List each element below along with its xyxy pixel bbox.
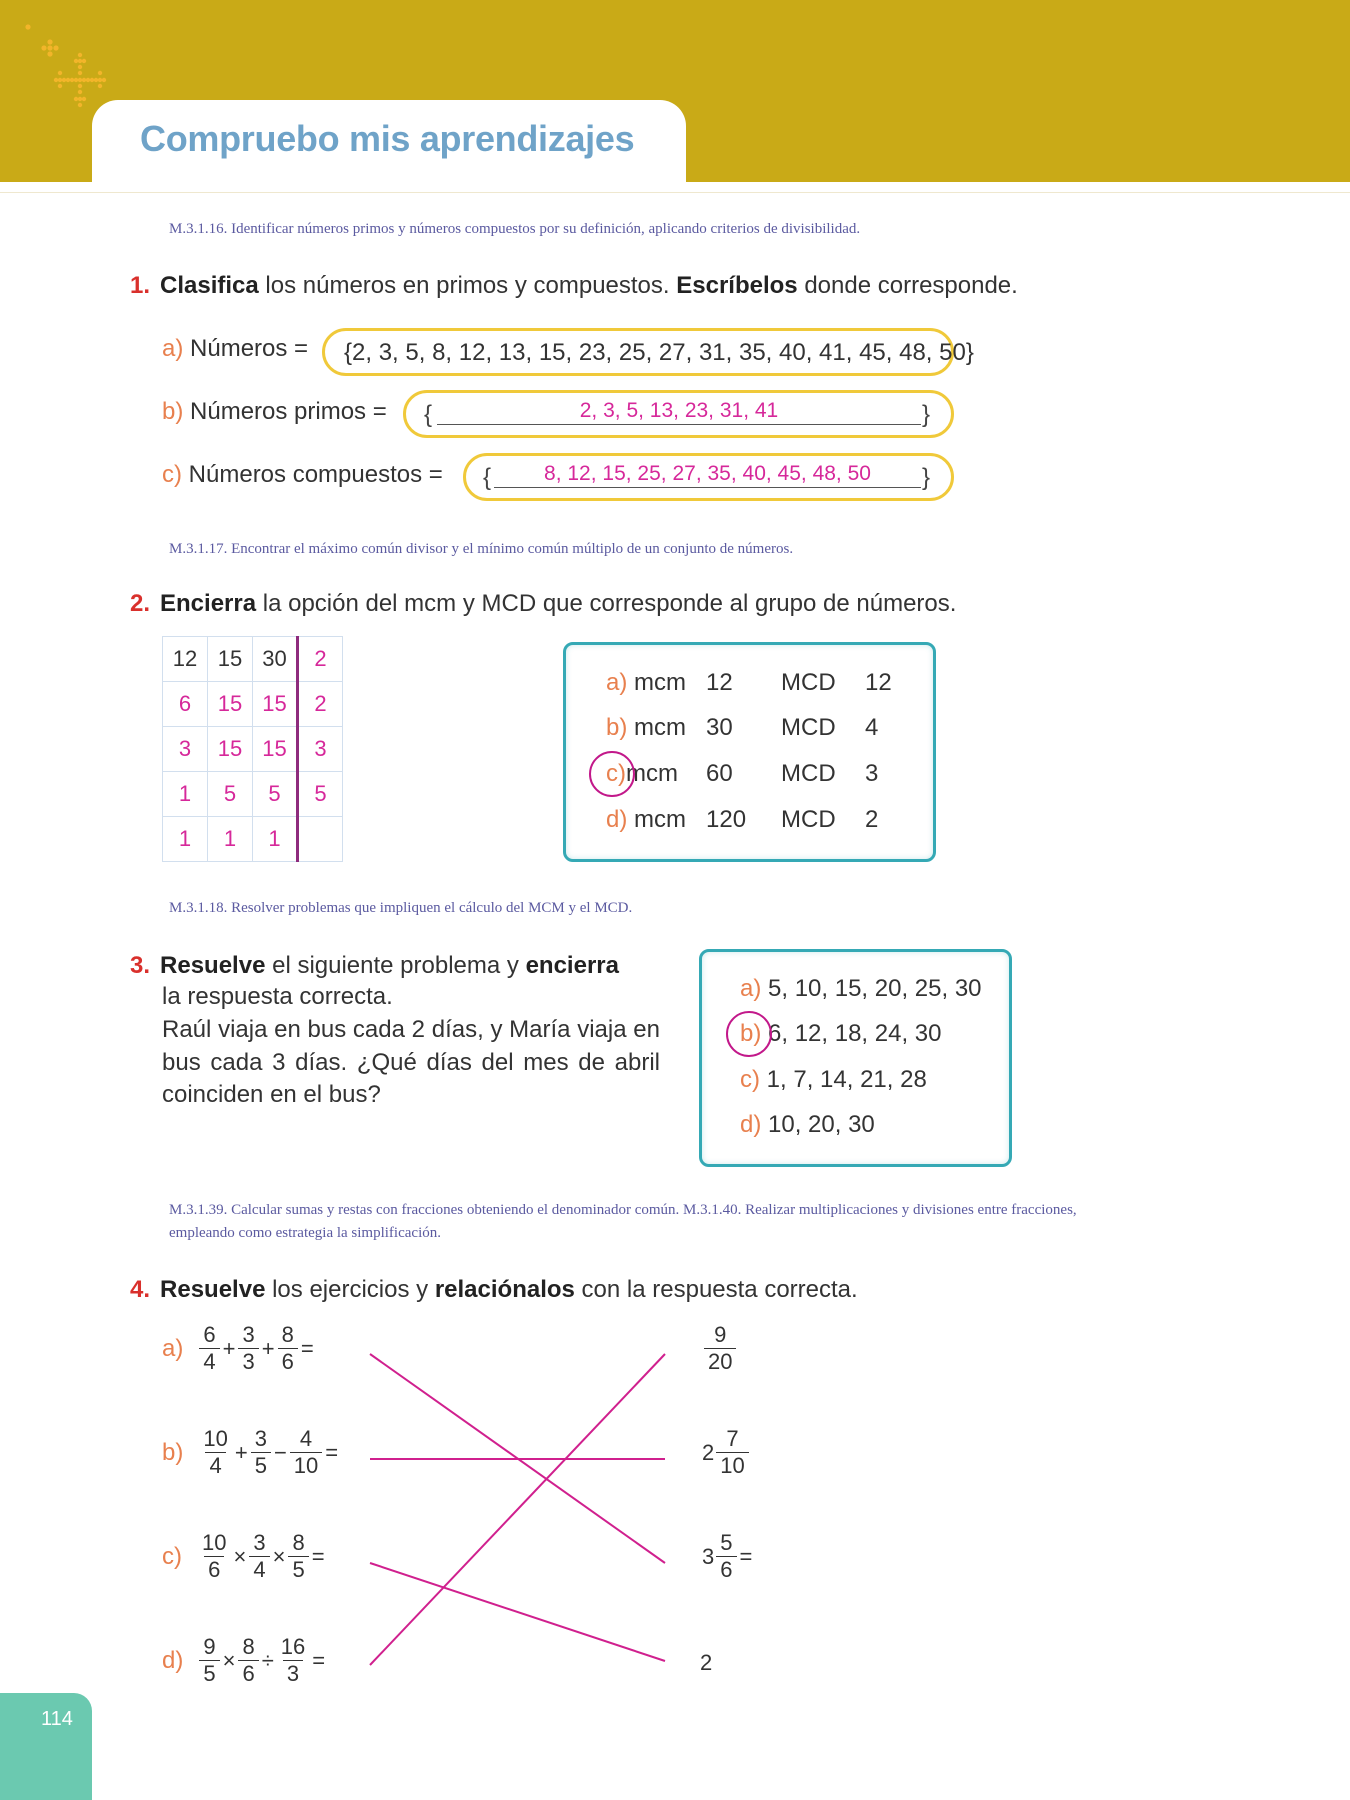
option-c[interactable]: c) 1, 7, 14, 21, 28 — [740, 1066, 927, 1093]
page-title: Compruebo mis aprendizajes — [140, 118, 635, 159]
grid-row: 1 1 1 — [163, 817, 343, 862]
option-c[interactable]: c)mcm — [606, 760, 678, 787]
answer-3-5-6: 3 $\frac{5}{6}$ = — [702, 1530, 753, 1582]
open-brace: { — [483, 464, 492, 491]
page-number: 114 — [41, 1708, 73, 1730]
primes-answer-line[interactable] — [437, 424, 921, 425]
skill-code-4: M.3.1.39. Calcular sumas y restas con fracciones obteniendo el denominador común. M.3.1.40. Realizar multiplicaciones y divisiones entre fracciones, empleando como estrategia la simplificación. — [169, 1202, 1077, 1241]
answer-9-20: 9 20 — [702, 1322, 738, 1375]
problem-statement: Raúl viaja en bus cada 2 días, y María viaja en bus cada 3 días. ¿Qué días del mes de abril coinciden en el bus? — [162, 1016, 660, 1108]
question-2-title: 2. Encierra la opción del mcm y MCD que corresponde al grupo de números. — [130, 590, 957, 617]
numbers-set-value: {2, 3, 5, 8, 12, 13, 15, 23, 25, 27, 31, 35, 40, 41, 45, 48, 50} — [344, 339, 974, 366]
grid-row: 1 5 5 5 — [163, 772, 343, 817]
open-brace: { — [424, 401, 433, 428]
answer-2-7-10: 2 7 10 — [702, 1426, 751, 1479]
composites-answer-line[interactable] — [494, 487, 921, 488]
match-line-d — [370, 1354, 665, 1665]
question-3-continuation: la respuesta correcta. — [162, 983, 393, 1010]
factorization-grid — [162, 636, 343, 862]
skill-code-1: M.3.1.16. Identificar números primos y números compuestos por su definición, aplicando criterios de divisibilidad. — [169, 221, 861, 237]
close-brace: } — [922, 401, 931, 428]
option-d[interactable]: d) mcm — [606, 806, 686, 833]
answer-2: 2 — [700, 1650, 713, 1675]
option-d[interactable]: d) 10, 20, 30 — [740, 1111, 875, 1138]
decorative-dots-icon — [0, 0, 120, 120]
option-b[interactable]: b) 6, 12, 18, 24, 30 — [740, 1020, 942, 1047]
selected-answer-circle — [589, 751, 635, 797]
exercise-b: b) 10 4 + $\frac{3}{5}$ − $\frac{4}{10}$ = — [162, 1426, 339, 1478]
match-line-a — [370, 1354, 665, 1563]
question-4-title: 4. Resuelve los ejercicios y relaciónalos con la respuesta correcta. — [130, 1276, 858, 1303]
selected-answer-circle — [726, 1011, 772, 1057]
exercise-a: a) 6 4 + $\frac{3}{3}$ + $\frac{8}{6}$ = — [162, 1322, 314, 1374]
grid-row: 12 15 30 2 — [163, 637, 343, 682]
option-a[interactable]: a) mcm — [606, 669, 686, 696]
composites-answer: 8, 12, 15, 25, 27, 35, 40, 45, 48, 50 — [544, 462, 871, 485]
grid-row: 6 15 15 2 — [163, 682, 343, 727]
match-line-c — [370, 1563, 665, 1661]
row-a-label: a) Números = — [162, 335, 309, 362]
header-divider — [0, 192, 1350, 193]
option-a[interactable]: a) 5, 10, 15, 20, 25, 30 — [740, 975, 982, 1002]
primes-answer: 2, 3, 5, 13, 23, 31, 41 — [579, 399, 779, 422]
option-b[interactable]: b) mcm — [606, 714, 686, 741]
skill-code-2: M.3.1.17. Encontrar el máximo común divisor y el mínimo común múltiplo de un conjunto de números. — [169, 541, 794, 557]
skill-code-3: M.3.1.18. Resolver problemas que impliquen el cálculo del MCM y el MCD. — [169, 900, 633, 916]
row-c-label: c) Números compuestos = — [162, 461, 443, 488]
row-b-label: b) Números primos = — [162, 398, 387, 425]
question-1-title: 1. Clasifica los números en primos y compuestos. Escríbelos donde corresponde. — [130, 272, 1018, 299]
close-brace: } — [922, 464, 931, 491]
question-3-title: 3. Resuelve el siguiente problema y encierra — [130, 952, 619, 979]
question-number: 1. — [130, 272, 151, 299]
grid-row: 3 15 15 3 — [163, 727, 343, 772]
exercise-d: d) $\frac{9}{5}$ × $\frac{8}{6}$ ÷ $\frac{16}{3}$ = — [162, 1634, 326, 1686]
exercise-c: c) $\frac{10}{6}$ × $\frac{3}{4}$ × $\frac{8}{5}$ = — [162, 1530, 325, 1582]
